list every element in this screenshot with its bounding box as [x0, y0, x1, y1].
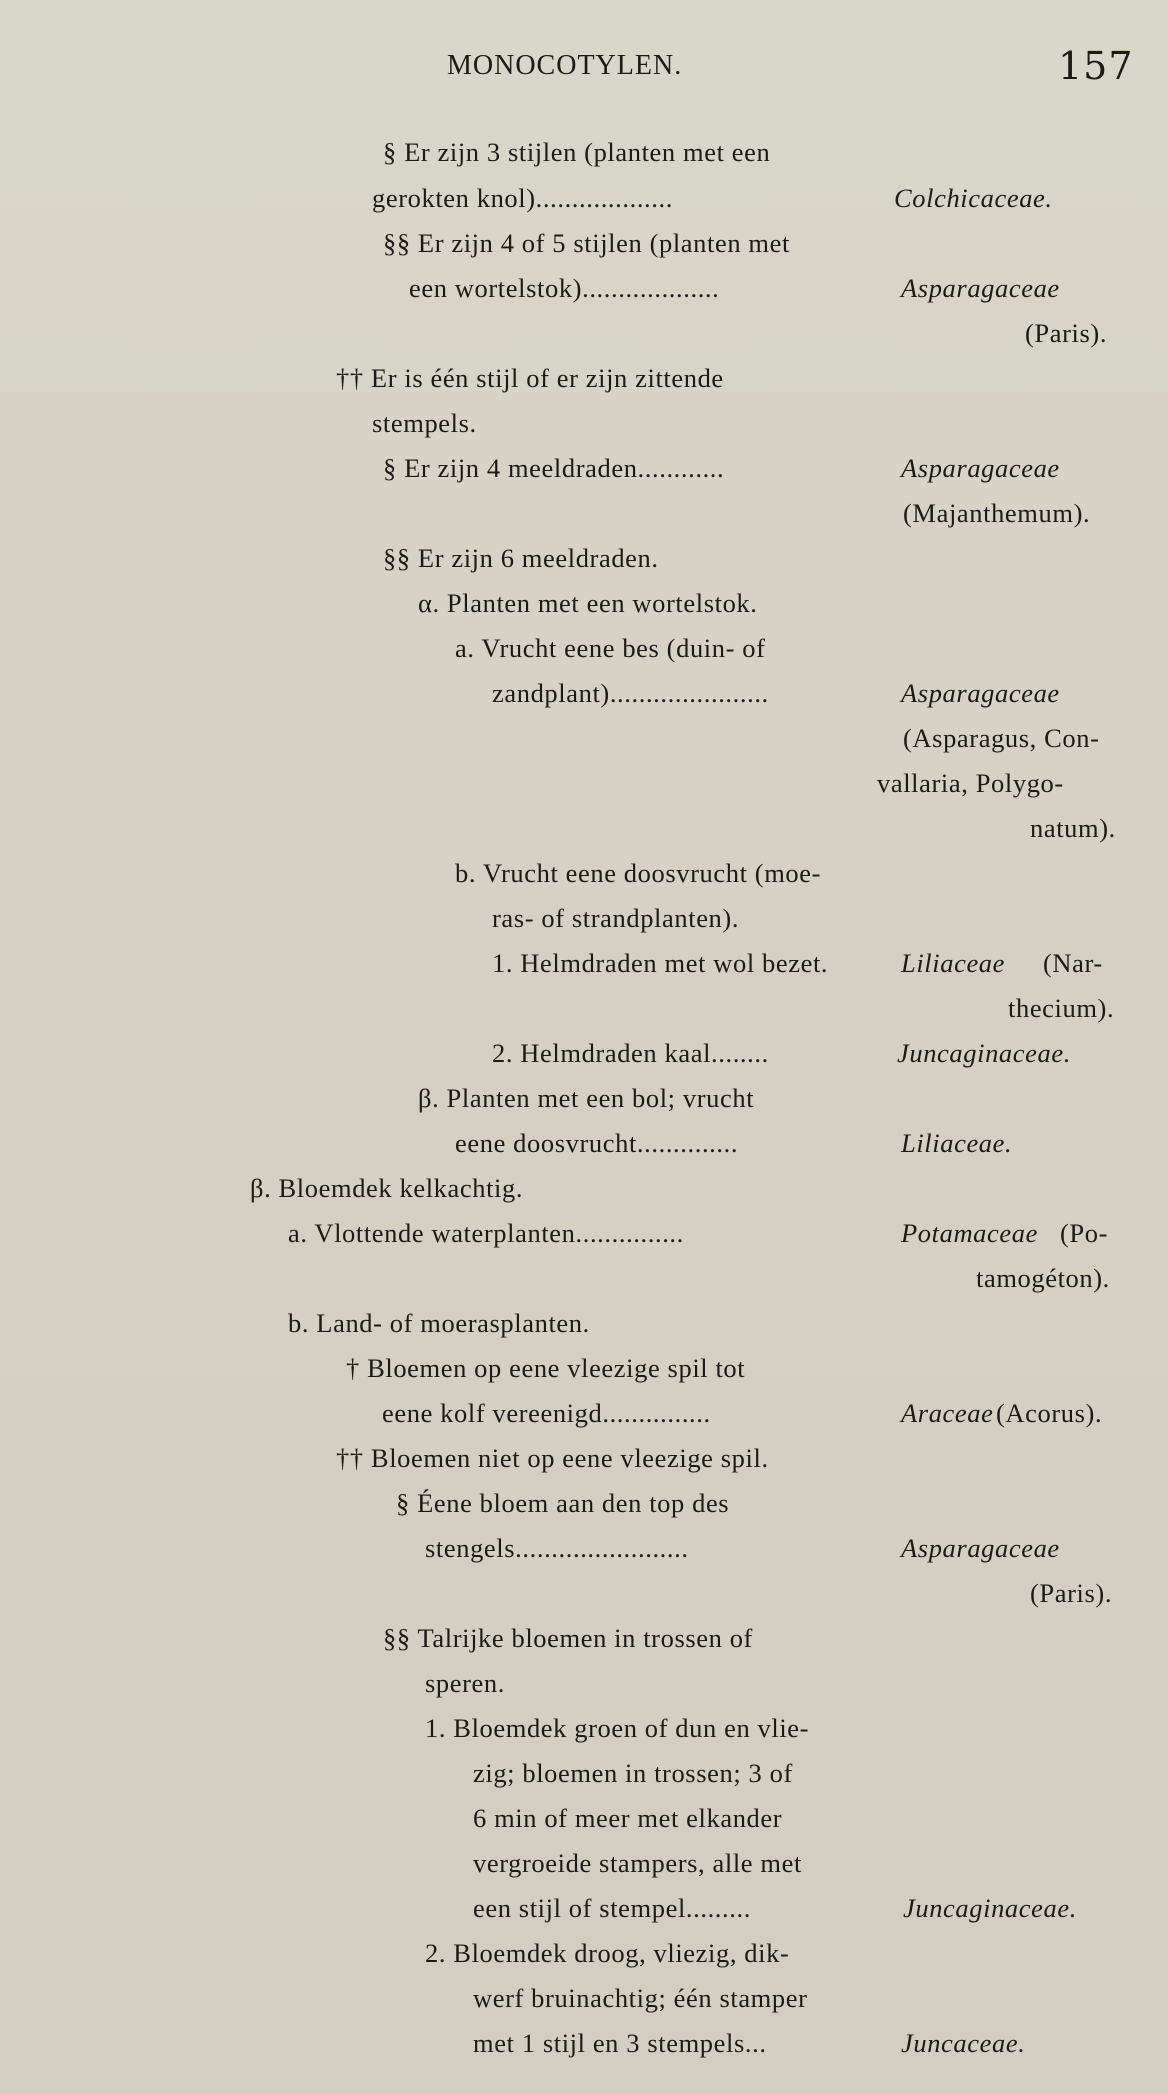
key-line: b. Vrucht eene doosvrucht (moe-	[455, 858, 822, 888]
key-line: 1. Helmdraden met wol bezet.	[492, 948, 829, 978]
key-line: met 1 stijl en 3 stempels...	[473, 2028, 767, 2058]
key-line: (Acorus).	[996, 1398, 1103, 1428]
key-line: stempels.	[372, 408, 477, 438]
key-line: (Asparagus, Con-	[903, 723, 1100, 753]
key-line: § Er zijn 4 meeldraden............	[383, 453, 725, 483]
key-line: 6 min of meer met elkander	[473, 1803, 783, 1833]
key-line: 2. Bloemdek droog, vliezig, dik-	[425, 1938, 790, 1968]
key-line: †† Bloemen niet op eene vleezige spil.	[336, 1443, 769, 1473]
key-line: §§ Er zijn 6 meeldraden.	[383, 543, 659, 573]
key-line: †† Er is één stijl of er zijn zittende	[336, 363, 724, 393]
key-line: (Majanthemum).	[903, 498, 1091, 528]
page-number: 157	[1058, 44, 1134, 88]
key-line: (Nar-	[1043, 948, 1103, 978]
key-line: eene kolf vereenigd...............	[382, 1398, 711, 1428]
key-line: α. Planten met een wortelstok.	[418, 588, 758, 618]
key-line: (Paris).	[1030, 1578, 1113, 1608]
family-name: Asparagaceae	[901, 1533, 1060, 1563]
key-line: gerokten knol)...................	[372, 183, 673, 213]
key-line: natum).	[1030, 813, 1116, 843]
key-line: § Éene bloem aan den top des	[396, 1488, 730, 1518]
key-line: a. Vlottende waterplanten...............	[288, 1218, 684, 1248]
key-line: vallaria, Polygo-	[877, 768, 1064, 798]
family-name: Juncaceae.	[901, 2028, 1026, 2058]
family-name: Asparagaceae	[901, 678, 1060, 708]
key-line: zig; bloemen in trossen; 3 of	[473, 1758, 793, 1788]
key-line: † Bloemen op eene vleezige spil tot	[346, 1353, 746, 1383]
key-line: β. Planten met een bol; vrucht	[418, 1083, 755, 1113]
key-line: a. Vrucht eene bes (duin- of	[455, 633, 766, 663]
key-line: §§ Talrijke bloemen in trossen of	[383, 1623, 753, 1653]
family-name: Colchicaceae.	[894, 183, 1053, 213]
family-name: Juncaginaceae.	[897, 1038, 1071, 1068]
family-name: Asparagaceae	[901, 273, 1060, 303]
family-name: Asparagaceae	[901, 453, 1060, 483]
key-line: thecium).	[1008, 993, 1115, 1023]
key-line: vergroeide stampers, alle met	[473, 1848, 802, 1878]
key-line: β. Bloemdek kelkachtig.	[250, 1173, 524, 1203]
family-name: Liliaceae.	[901, 1128, 1013, 1158]
key-line: §§ Er zijn 4 of 5 stijlen (planten met	[383, 228, 790, 258]
key-line: eene doosvrucht..............	[455, 1128, 739, 1158]
family-name: Potamaceae	[901, 1218, 1038, 1248]
key-line: stengels........................	[425, 1533, 689, 1563]
key-line: § Er zijn 3 stijlen (planten met een	[383, 137, 771, 167]
family-name: Liliaceae	[901, 948, 1006, 978]
key-line: speren.	[425, 1668, 505, 1698]
key-line: ras- of strandplanten).	[492, 903, 740, 933]
key-line: 1. Bloemdek groen of dun en vlie-	[425, 1713, 810, 1743]
family-name: Juncaginaceae.	[903, 1893, 1077, 1923]
key-line: b. Land- of moerasplanten.	[288, 1308, 590, 1338]
key-line: zandplant)......................	[492, 678, 769, 708]
family-name: Araceae	[901, 1398, 994, 1428]
key-line: tamogéton).	[976, 1263, 1110, 1293]
key-line: (Po-	[1060, 1218, 1109, 1248]
key-line: een stijl of stempel.........	[473, 1893, 751, 1923]
key-line: (Paris).	[1025, 318, 1108, 348]
key-line: 2. Helmdraden kaal........	[492, 1038, 769, 1068]
key-line: werf bruinachtig; één stamper	[473, 1983, 808, 2013]
key-line: een wortelstok)...................	[409, 273, 720, 303]
running-header: MONOCOTYLEN.	[447, 50, 683, 81]
